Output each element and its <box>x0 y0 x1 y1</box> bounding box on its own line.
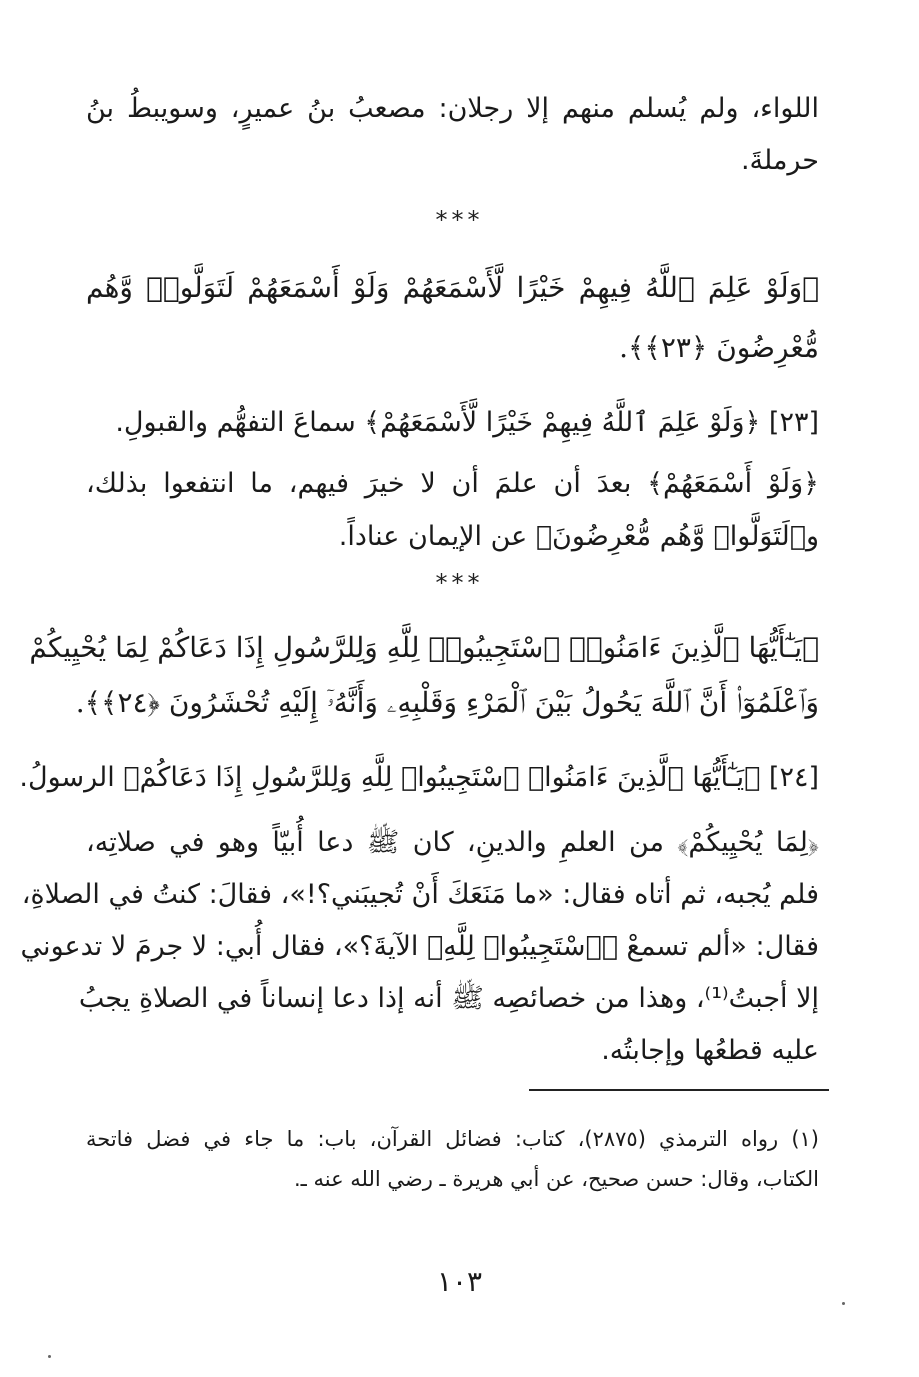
commentary-24-line-4: فقال: «ألم تسمعْ ﴿ٱسْتَجِيبُوا۟ لِلَّهِ﴾ الآيةَ؟»، فقال أُبي: لا جرمَ لا تدعوني <box>20 931 819 962</box>
commentary-24-line-1: [٢٤] ﴿يَـٰٓأَيُّهَا ٱلَّذِينَ ءَامَنُوا۟ ٱسْتَجِيبُوا۟ لِلَّهِ وَلِلرَّسُولِ إِذَا دَعَاكُمْ﴾ الرسولُ. <box>19 762 819 793</box>
commentary-24-line-2: ﴿لِمَا يُحْيِيكُمْ﴾ من العلمِ والدينِ، كان ﷺ دعا أُبيّاً وهو في صلاتِه، <box>86 827 819 858</box>
footnote-line-1: (١) رواه الترمذي (٢٨٧٥)، كتاب: فضائل القرآن، باب: ما جاء في فضل فاتحة <box>86 1127 819 1151</box>
commentary-24-line-6: عليه قطعُها وإجابتُه. <box>601 1035 819 1066</box>
text-line-1: اللواء، ولم يُسلم منهم إلا رجلان: مصعبُ بنُ عميرٍ، وسويبطُ بنُ <box>86 93 819 124</box>
quran-verse-23-line-2: مُّعْرِضُونَ ﴿٢٣﴾﴾. <box>619 331 819 364</box>
commentary-24-line-3: فلم يُجبه، ثم أتاه فقال: «ما مَنَعَكَ أَنْ تُجيبَني؟!»، فقالَ: كنتُ في الصلاةِ، <box>21 879 819 910</box>
quran-verse-23-line-1: ﴿وَلَوْ عَلِمَ ٱللَّهُ فِيهِمْ خَيْرًا لَّأَسْمَعَهُمْ وَلَوْ أَسْمَعَهُمْ لَتَوَلَّوا۟ وَّهُم <box>86 271 819 304</box>
text-line-2: حرملةَ. <box>740 145 819 176</box>
footnote-line-2: الكتاب، وقال: حسن صحيح، عن أبي هريرة ـ رضي الله عنه ـ. <box>293 1167 819 1191</box>
section-separator-2: *** <box>435 569 484 597</box>
section-separator-1: *** <box>435 206 484 234</box>
scan-speck <box>48 1355 51 1358</box>
quran-verse-24-line-2: وَٱعْلَمُوٓا۟ أَنَّ ٱللَّهَ يَحُولُ بَيْنَ ٱلْمَرْءِ وَقَلْبِهِۦ وَأَنَّهُۥٓ إِلَيْهِ تُحْشَرُونَ ﴿٢٤﴾﴾. <box>75 686 819 719</box>
commentary-24-line-5: إلا أجبتُ⁽¹⁾، وهذا من خصائصِه ﷺ أنه إذا دعا إنساناً في الصلاةِ يجبُ <box>78 983 819 1014</box>
commentary-23-line-3: و﴿لَتَوَلَّوا۟ وَّهُم مُّعْرِضُونَ﴾ عن الإيمان عناداً. <box>338 521 819 552</box>
footnote-separator <box>529 1089 829 1091</box>
commentary-23-line-1: [٢٣] ﴿وَلَوْ عَلِمَ ٱللَّهُ فِيهِمْ خَيْرًا لَّأَسْمَعَهُمْ﴾ سماعَ التفهُّم والقبولِ. <box>115 407 819 438</box>
scan-speck <box>842 1302 845 1305</box>
commentary-23-line-2: ﴿وَلَوْ أَسْمَعَهُمْ﴾ بعدَ أن علمَ أن لا خيرَ فيهم، ما انتفعوا بذلك، <box>86 468 819 499</box>
page-number: ١٠٣ <box>436 1265 483 1298</box>
quran-verse-24-line-1: ﴿يَـٰٓأَيُّهَا ٱلَّذِينَ ءَامَنُوا۟ ٱسْتَجِيبُوا۟ لِلَّهِ وَلِلرَّسُولِ إِذَا دَعَاكُمْ لِمَا يُحْيِيكُمْ <box>29 631 819 664</box>
